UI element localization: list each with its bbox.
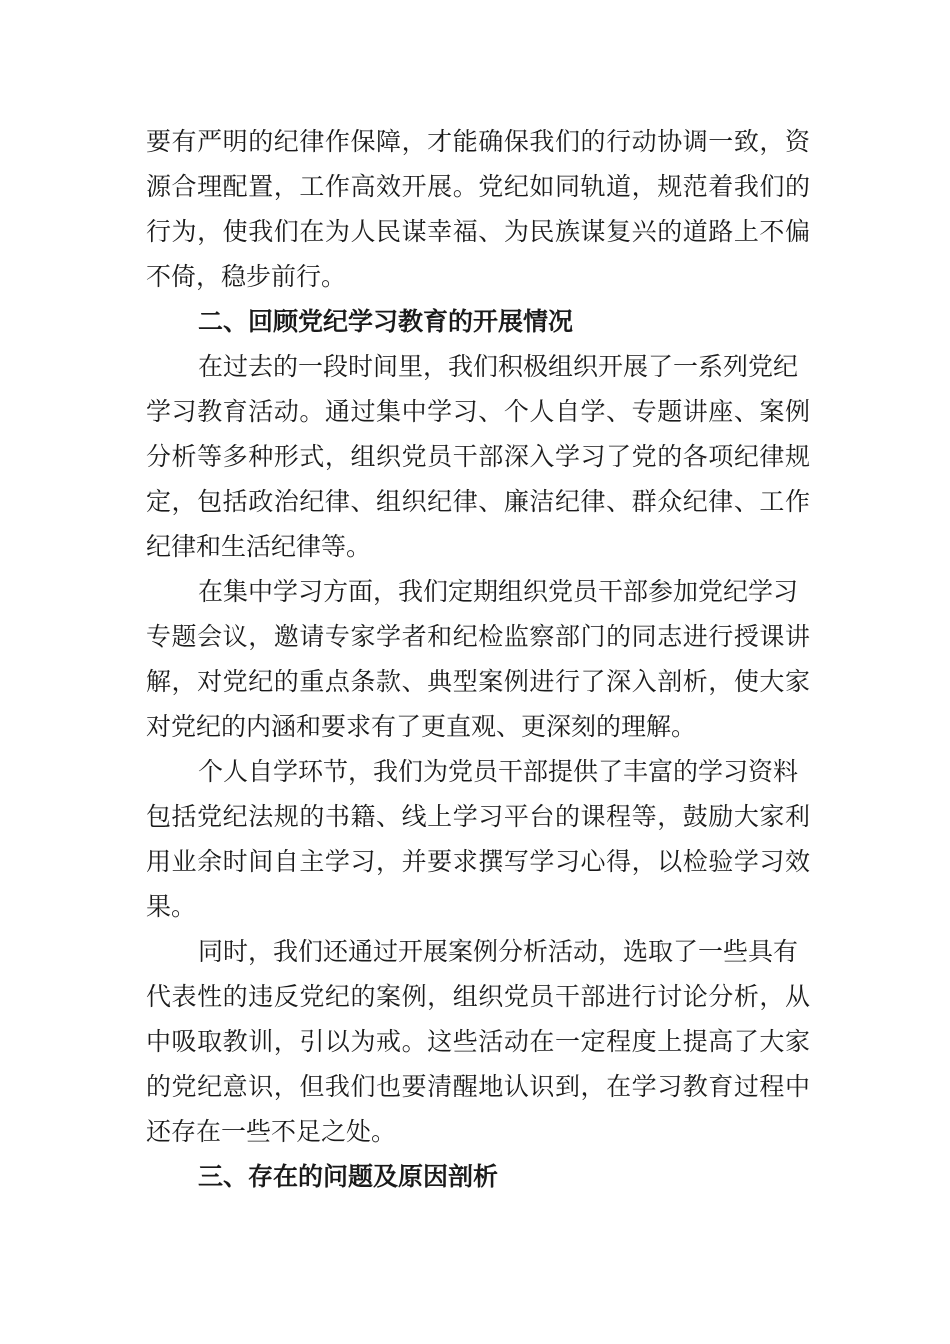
- section-heading-2: 二、回顾党纪学习教育的开展情况: [198, 307, 574, 336]
- body-line: 的党纪意识，但我们也要清醒地认识到，在学习教育过程中: [146, 1072, 810, 1101]
- document-body: [146, 119, 810, 1199]
- body-line: 中吸取教训，引以为戒。这些活动在一定程度上提高了大家: [146, 1027, 810, 1056]
- paragraph-first-line: 在集中学习方面，我们定期组织党员干部参加党纪学习: [198, 577, 799, 606]
- body-line: 定，包括政治纪律、组织纪律、廉洁纪律、群众纪律、工作: [146, 487, 810, 516]
- body-line: 还存在一些不足之处。: [146, 1117, 397, 1146]
- body-line: 对党纪的内涵和要求有了更直观、更深刻的理解。: [146, 712, 697, 741]
- section-heading-3: 三、存在的问题及原因剖析: [198, 1162, 499, 1191]
- body-line: 纪律和生活纪律等。: [146, 532, 372, 561]
- body-line: 解，对党纪的重点条款、典型案例进行了深入剖析，使大家: [146, 667, 810, 696]
- body-line: 果。: [146, 892, 197, 921]
- body-line: 包括党纪法规的书籍、线上学习平台的课程等，鼓励大家利: [146, 802, 810, 831]
- body-line: 要有严明的纪律作保障，才能确保我们的行动协调一致，资: [146, 127, 810, 156]
- body-line: 分析等多种形式，组织党员干部深入学习了党的各项纪律规: [146, 442, 810, 471]
- body-line: 代表性的违反党纪的案例，组织党员干部进行讨论分析，从: [146, 982, 810, 1011]
- paragraph-first-line: 在过去的一段时间里，我们积极组织开展了一系列党纪: [198, 352, 799, 381]
- body-line: 专题会议，邀请专家学者和纪检监察部门的同志进行授课讲: [146, 622, 810, 651]
- body-line: 学习教育活动。通过集中学习、个人自学、专题讲座、案例: [146, 397, 810, 426]
- paragraph-first-line: 个人自学环节，我们为党员干部提供了丰富的学习资料: [198, 757, 799, 786]
- paragraph-first-line: 同时，我们还通过开展案例分析活动，选取了一些具有: [198, 937, 799, 966]
- body-line: 行为，使我们在为人民谋幸福、为民族谋复兴的道路上不偏: [146, 217, 810, 246]
- body-line: 源合理配置，工作高效开展。党纪如同轨道，规范着我们的: [146, 172, 810, 201]
- body-line: 用业余时间自主学习，并要求撰写学习心得，以检验学习效: [146, 847, 810, 876]
- body-line: 不倚，稳步前行。: [146, 262, 347, 291]
